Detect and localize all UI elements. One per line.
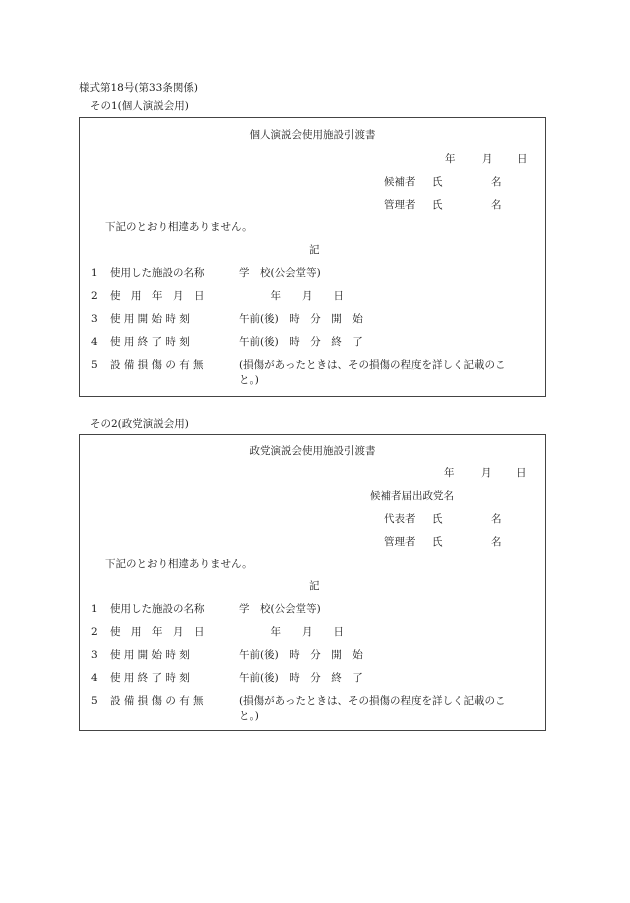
manager-mei: 名 (491, 199, 502, 211)
ki-label: 記 (309, 580, 320, 592)
item-5-value: (損傷があったときは、その損傷の程度を詳しく記載のこ (239, 359, 506, 371)
form-number: 様式第18号(第33条関係) (79, 82, 198, 94)
candidate-mei: 名 (491, 176, 502, 188)
item-4-label: 使 用 終 了 時 刻 (110, 336, 190, 348)
statement: 下記のとおり相違ありません。 (105, 558, 253, 570)
date-month: 月 (481, 467, 492, 479)
item-5-value: (損傷があったときは、その損傷の程度を詳しく記載のこ (239, 695, 506, 707)
manager-role: 管理者 (384, 536, 416, 548)
item-5-value-cont: と。) (239, 374, 259, 386)
item-2-value: 年 月 日 (239, 626, 344, 638)
manager-mei: 名 (491, 536, 502, 548)
item-5-label: 設 備 損 傷 の 有 無 (110, 359, 204, 371)
item-1-value: 学 校(公会堂等) (239, 603, 321, 615)
section-2-form (79, 434, 546, 731)
item-1-num: 1 (91, 267, 98, 279)
item-3-num: 3 (91, 313, 98, 325)
date-year: 年 (444, 467, 455, 479)
date-day: 日 (517, 153, 528, 165)
manager-role: 管理者 (384, 199, 416, 211)
item-1-num: 1 (91, 603, 98, 615)
item-2-label: 使 用 年 月 日 (110, 290, 205, 302)
item-4-num: 4 (91, 336, 98, 348)
item-2-num: 2 (91, 290, 98, 302)
representative-mei: 名 (491, 513, 502, 525)
representative-ji: 氏 (432, 513, 443, 525)
manager-ji: 氏 (432, 536, 443, 548)
item-4-label: 使 用 終 了 時 刻 (110, 672, 190, 684)
item-5-num: 5 (91, 695, 98, 707)
date-year: 年 (445, 153, 456, 165)
ki-label: 記 (309, 244, 320, 256)
item-2-num: 2 (91, 626, 98, 638)
item-5-label: 設 備 損 傷 の 有 無 (110, 695, 204, 707)
item-3-label: 使 用 開 始 時 刻 (110, 649, 190, 661)
item-1-value: 学 校(公会堂等) (239, 267, 321, 279)
statement: 下記のとおり相違ありません。 (105, 221, 253, 233)
item-4-num: 4 (91, 672, 98, 684)
item-3-value: 午前(後) 時 分 開 始 (239, 313, 363, 325)
item-3-num: 3 (91, 649, 98, 661)
item-3-value: 午前(後) 時 分 開 始 (239, 649, 363, 661)
section-2-title: 政党演説会使用施設引渡書 (249, 445, 376, 457)
item-2-label: 使 用 年 月 日 (110, 626, 205, 638)
candidate-role: 候補者 (384, 176, 416, 188)
section-2-subtitle: その2(政党演説会用) (90, 418, 189, 430)
item-3-label: 使 用 開 始 時 刻 (110, 313, 190, 325)
item-4-value: 午前(後) 時 分 終 了 (239, 672, 363, 684)
section-1-subtitle: その1(個人演説会用) (90, 100, 189, 112)
representative-role: 代表者 (384, 513, 416, 525)
item-1-label: 使用した施設の名称 (110, 267, 205, 279)
item-2-value: 年 月 日 (239, 290, 344, 302)
date-month: 月 (482, 153, 493, 165)
party-name-label: 候補者届出政党名 (370, 490, 454, 502)
manager-ji: 氏 (432, 199, 443, 211)
section-1-title: 個人演説会使用施設引渡書 (249, 129, 376, 141)
item-4-value: 午前(後) 時 分 終 了 (239, 336, 363, 348)
item-5-value-cont: と。) (239, 710, 259, 722)
section-1-form (79, 117, 546, 397)
date-day: 日 (516, 467, 527, 479)
candidate-ji: 氏 (432, 176, 443, 188)
item-5-num: 5 (91, 359, 98, 371)
item-1-label: 使用した施設の名称 (110, 603, 205, 615)
